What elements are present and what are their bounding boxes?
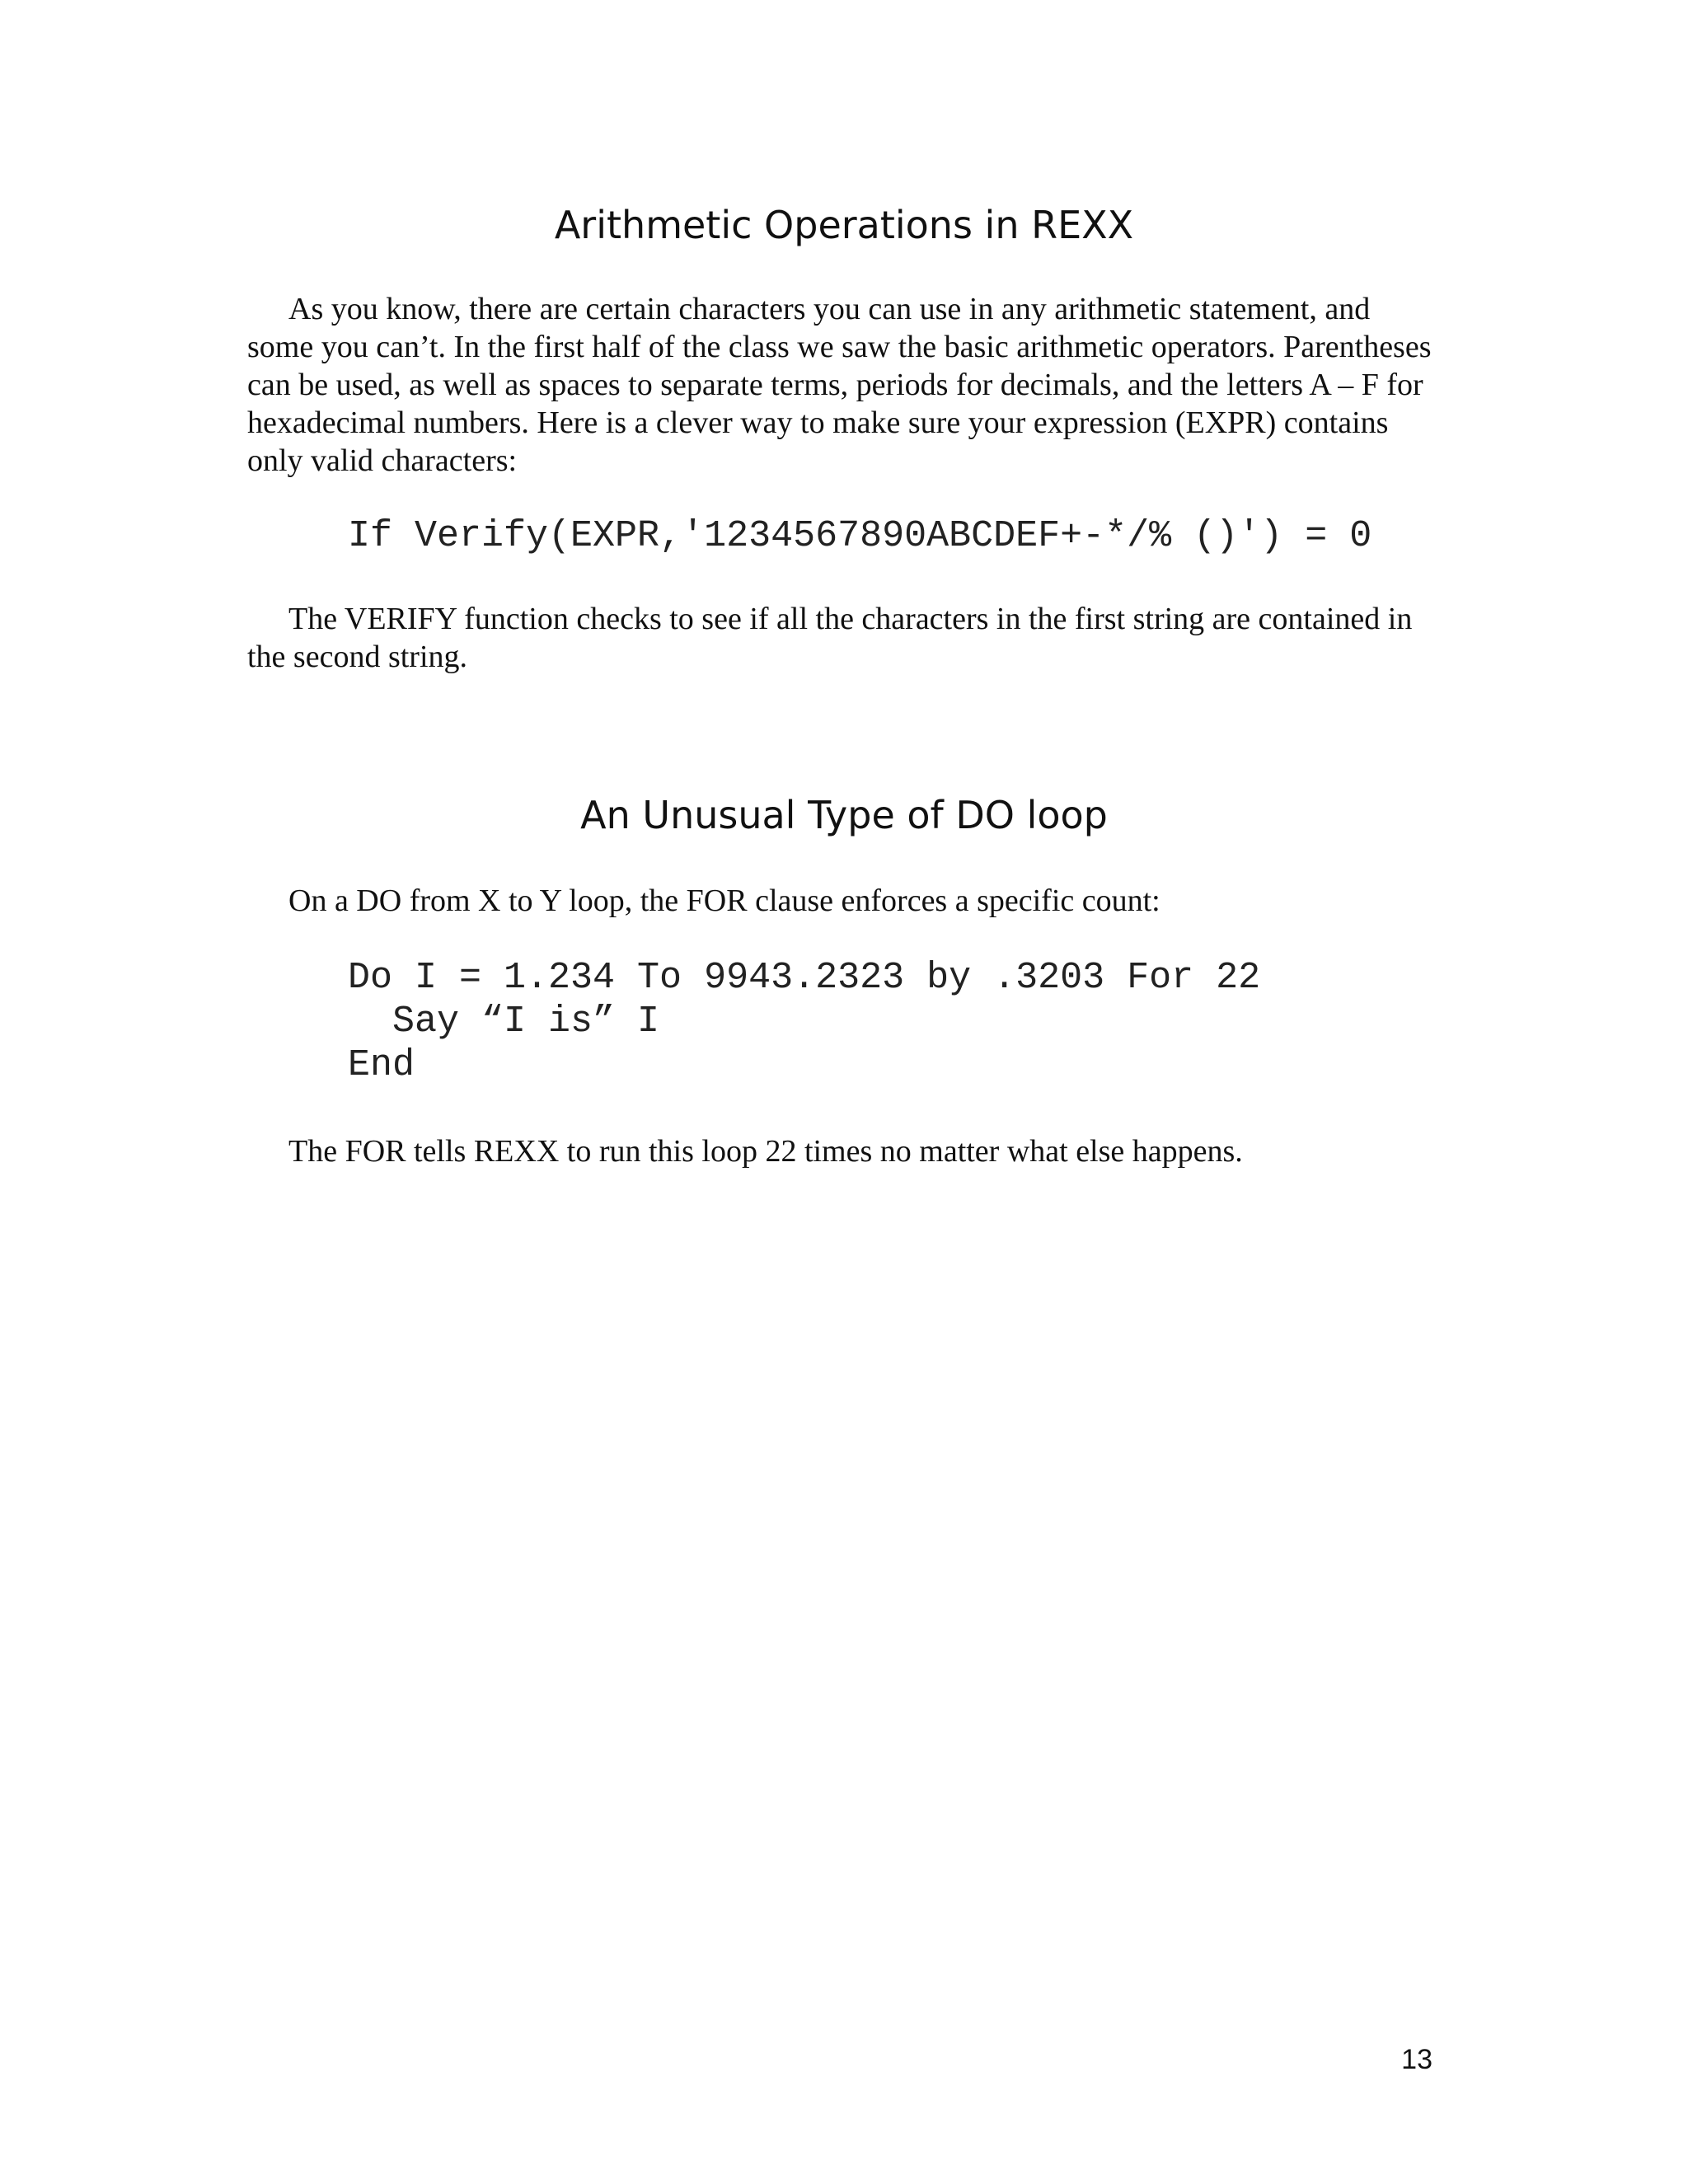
code-verify-example: If Verify(EXPR,'1234567890ABCDEF+-*/% ()') = 0 bbox=[348, 515, 1372, 557]
code-line: End bbox=[348, 1044, 415, 1086]
paragraph-for-clause: On a DO from X to Y loop, the FOR clause enforces a specific count: bbox=[288, 883, 1160, 918]
paragraph-verify-explanation: The VERIFY function checks to see if all the characters in the first string are contained in the second string. bbox=[247, 602, 1413, 674]
code-do-loop-example bbox=[348, 956, 1260, 1087]
code-line: Do I = 1.234 To 9943.2323 by .3203 For 22 bbox=[348, 957, 1261, 999]
section-title-arithmetic: Arithmetic Operations in REXX bbox=[554, 203, 1134, 247]
section-title-do-loop: An Unusual Type of DO loop bbox=[580, 793, 1108, 837]
paragraph-valid-characters: As you know, there are certain characters you can use in any arithmetic statement, and some you can’t. In the first half of the class we saw the basic arithmetic operators. Parentheses can be used, as well as spaces to separate terms, periods for decimals, and the letters A – F for hexadecimal numbers. Here is a clever way to make sure your expression (EXPR) contains only valid characters: bbox=[247, 292, 1432, 478]
page-number: 13 bbox=[1401, 2044, 1432, 2075]
paragraph-for-explanation: The FOR tells REXX to run this loop 22 times no matter what else happens. bbox=[288, 1134, 1243, 1169]
code-line: Say “I is” I bbox=[348, 1001, 660, 1043]
